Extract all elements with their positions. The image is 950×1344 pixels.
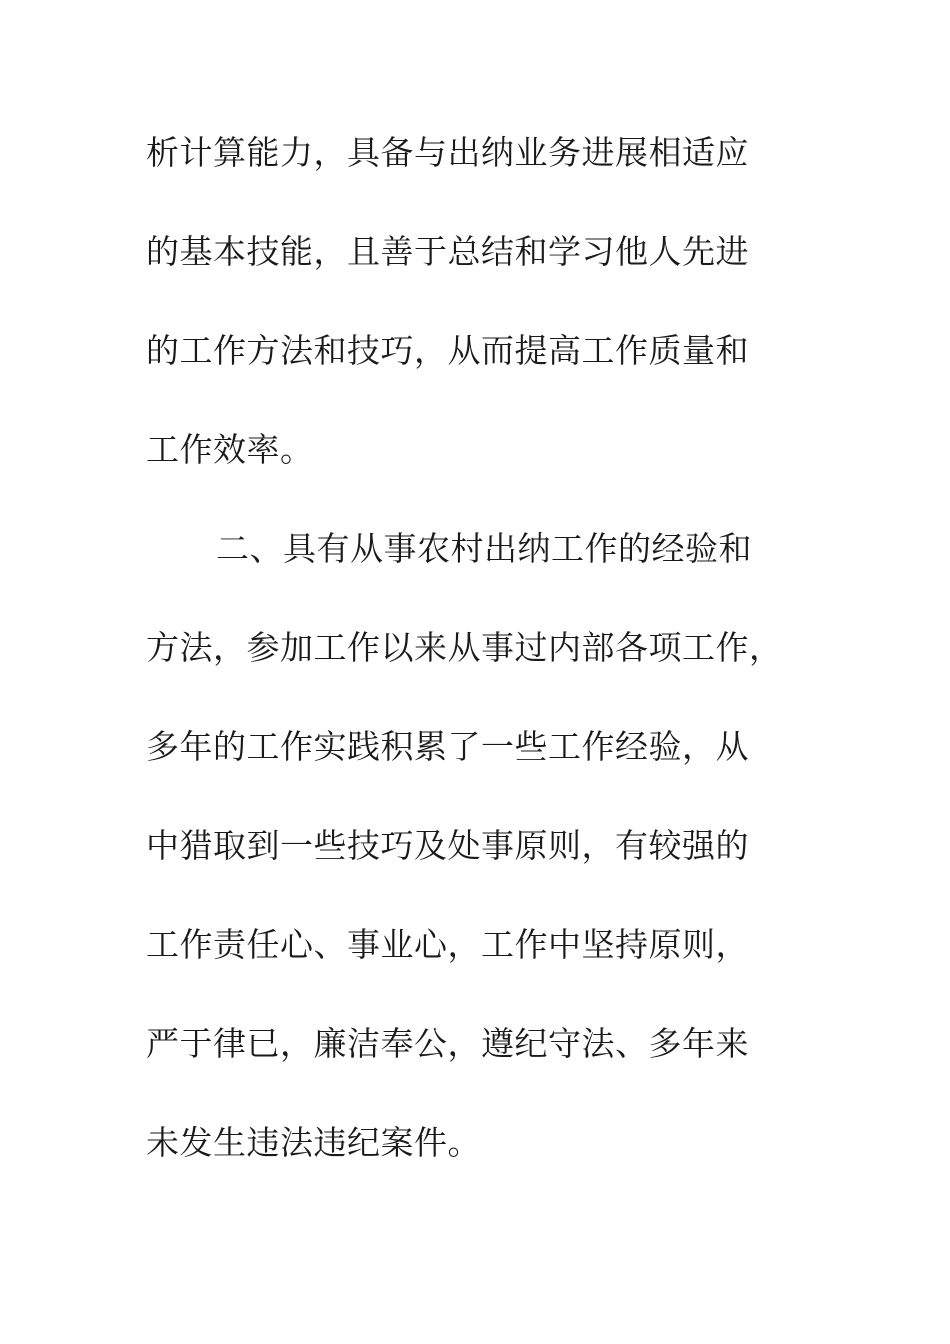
document-body xyxy=(146,122,786,1211)
paragraph-2 xyxy=(146,518,786,1211)
text-line: 二、具有从事农村出纳工作的经验和 xyxy=(216,529,752,568)
text-line: 的基本技能，且善于总结和学习他人先进 xyxy=(146,232,749,271)
text-line: 方法，参加工作以来从事过内部各项工作， xyxy=(146,628,783,667)
text-line: 中猎取到一些技巧及处事原则，有较强的 xyxy=(146,826,749,865)
text-line: 工作效率。 xyxy=(146,430,314,469)
text-line: 工作责任心、事业心，工作中坚持原则， xyxy=(146,925,749,964)
text-line: 严于律已，廉洁奉公，遵纪守法、多年来 xyxy=(146,1024,749,1063)
paragraph-1 xyxy=(146,122,786,518)
text-line: 析计算能力，具备与出纳业务进展相适应 xyxy=(146,133,749,172)
text-line: 的工作方法和技巧，从而提高工作质量和 xyxy=(146,331,749,370)
text-line: 多年的工作实践积累了一些工作经验，从 xyxy=(146,727,749,766)
text-line: 未发生违法违纪案件。 xyxy=(146,1123,481,1162)
